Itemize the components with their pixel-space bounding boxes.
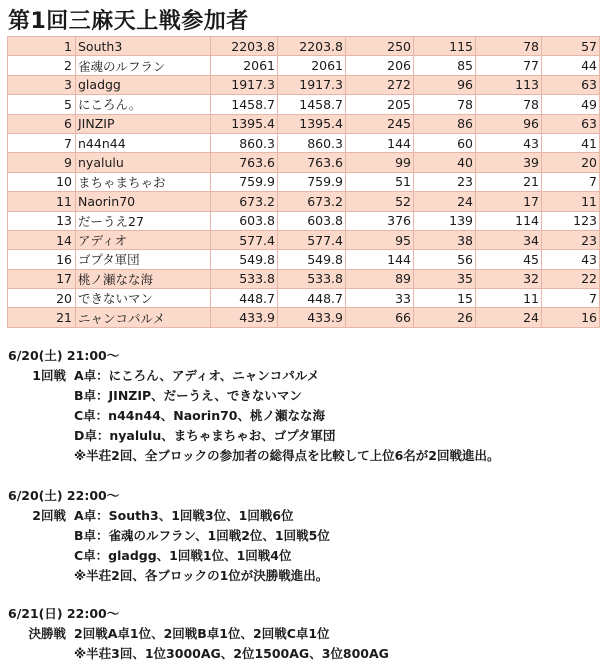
- cell-c4: 115: [414, 37, 476, 56]
- cell-c5: 11: [476, 289, 542, 308]
- cell-c3: 144: [346, 133, 414, 152]
- cell-c1: 673.2: [211, 192, 278, 211]
- page-title: 第1回三麻天上戦参加者: [8, 9, 249, 34]
- cell-c6: 123: [542, 211, 600, 230]
- cell-c3: 205: [346, 95, 414, 114]
- cell-c6: 63: [542, 75, 600, 94]
- table-row: [8, 95, 600, 114]
- cell-c3: 272: [346, 75, 414, 94]
- cell-c2: 2061: [278, 56, 346, 75]
- cell-c2: 673.2: [278, 192, 346, 211]
- cell-c2: 448.7: [278, 289, 346, 308]
- cell-c1: 1395.4: [211, 114, 278, 133]
- round1-line: C卓：n44n44、Naorin70、桃ノ瀬なな海: [74, 408, 325, 423]
- cell-name: South3: [76, 37, 211, 56]
- cell-c5: 113: [476, 75, 542, 94]
- cell-c5: 21: [476, 172, 542, 191]
- cell-c6: 20: [542, 153, 600, 172]
- cell-c2: 577.4: [278, 230, 346, 249]
- cell-c3: 99: [346, 153, 414, 172]
- cell-name: アディオ: [76, 230, 211, 249]
- cell-c5: 17: [476, 192, 542, 211]
- cell-name: Naorin70: [76, 192, 211, 211]
- table-row: [8, 289, 600, 308]
- cell-c3: 95: [346, 230, 414, 249]
- final-line: 2回戦A卓1位、2回戦B卓1位、2回戦C卓1位: [74, 626, 330, 641]
- table-row: [8, 308, 600, 327]
- cell-c2: 1458.7: [278, 95, 346, 114]
- cell-c6: 49: [542, 95, 600, 114]
- cell-c4: 38: [414, 230, 476, 249]
- cell-c2: 759.9: [278, 172, 346, 191]
- round2-note: ※半荘2回、各ブロックの1位が決勝戦進出。: [74, 568, 329, 583]
- cell-c5: 78: [476, 95, 542, 114]
- cell-c5: 96: [476, 114, 542, 133]
- cell-c1: 1458.7: [211, 95, 278, 114]
- cell-c6: 7: [542, 289, 600, 308]
- cell-no: 14: [8, 230, 76, 249]
- cell-name: 桃ノ瀬なな海: [76, 269, 211, 288]
- final-label: 決勝戦: [28, 626, 66, 641]
- cell-c3: 52: [346, 192, 414, 211]
- cell-no: 7: [8, 133, 76, 152]
- table-row: [8, 230, 600, 249]
- table-row: [8, 153, 600, 172]
- cell-c3: 89: [346, 269, 414, 288]
- cell-name: にころん。: [76, 95, 211, 114]
- cell-c6: 63: [542, 114, 600, 133]
- round1-label: 1回戦: [32, 368, 66, 383]
- cell-c4: 23: [414, 172, 476, 191]
- cell-c3: 206: [346, 56, 414, 75]
- cell-c2: 1395.4: [278, 114, 346, 133]
- cell-c3: 51: [346, 172, 414, 191]
- cell-c5: 43: [476, 133, 542, 152]
- round2-line: A卓：South3、1回戦3位、1回戦6位: [74, 508, 294, 523]
- table-row: [8, 269, 600, 288]
- final-note: ※半荘3回、1位3000AG、2位1500AG、3位800AG: [74, 646, 389, 661]
- cell-c2: 533.8: [278, 269, 346, 288]
- cell-c4: 85: [414, 56, 476, 75]
- cell-no: 5: [8, 95, 76, 114]
- cell-c1: 603.8: [211, 211, 278, 230]
- cell-no: 3: [8, 75, 76, 94]
- cell-c1: 433.9: [211, 308, 278, 327]
- round2-line: C卓：gladgg、1回戦1位、1回戦4位: [74, 548, 292, 563]
- round1-section: [8, 346, 500, 466]
- cell-c1: 533.8: [211, 269, 278, 288]
- cell-name: ニャンコパルメ: [76, 308, 211, 327]
- cell-c2: 603.8: [278, 211, 346, 230]
- cell-c6: 41: [542, 133, 600, 152]
- round1-line: D卓：nyalulu、まちゃまちゃお、ゴプタ軍団: [74, 428, 336, 443]
- round1-line: B卓：JINZIP、だーうえ、できないマン: [74, 388, 302, 403]
- cell-c6: 43: [542, 250, 600, 269]
- cell-c2: 1917.3: [278, 75, 346, 94]
- cell-c6: 22: [542, 269, 600, 288]
- table-row: [8, 172, 600, 191]
- cell-no: 11: [8, 192, 76, 211]
- cell-c4: 78: [414, 95, 476, 114]
- cell-name: JINZIP: [76, 114, 211, 133]
- cell-c4: 60: [414, 133, 476, 152]
- cell-c1: 577.4: [211, 230, 278, 249]
- final-date: 6/21(日) 22:00～: [8, 606, 120, 621]
- cell-c5: 34: [476, 230, 542, 249]
- table-row: [8, 250, 600, 269]
- cell-c6: 57: [542, 37, 600, 56]
- cell-name: nyalulu: [76, 153, 211, 172]
- participant-table: [7, 36, 600, 328]
- table-row: [8, 37, 600, 56]
- cell-c4: 15: [414, 289, 476, 308]
- table-row: [8, 114, 600, 133]
- final-section: [8, 604, 389, 664]
- cell-c4: 40: [414, 153, 476, 172]
- table-row: [8, 133, 600, 152]
- cell-no: 20: [8, 289, 76, 308]
- cell-no: 10: [8, 172, 76, 191]
- cell-c4: 56: [414, 250, 476, 269]
- round1-date: 6/20(土) 21:00～: [8, 348, 120, 363]
- cell-no: 9: [8, 153, 76, 172]
- table-row: [8, 75, 600, 94]
- cell-c1: 1917.3: [211, 75, 278, 94]
- cell-c3: 245: [346, 114, 414, 133]
- cell-c3: 144: [346, 250, 414, 269]
- cell-name: まちゃまちゃお: [76, 172, 211, 191]
- cell-name: できないマン: [76, 289, 211, 308]
- cell-c4: 96: [414, 75, 476, 94]
- round1-note: ※半荘2回、全ブロックの参加者の総得点を比較して上位6名が2回戦進出。: [74, 448, 500, 463]
- cell-no: 2: [8, 56, 76, 75]
- cell-c3: 376: [346, 211, 414, 230]
- table-row: [8, 211, 600, 230]
- cell-c2: 763.6: [278, 153, 346, 172]
- cell-c1: 2203.8: [211, 37, 278, 56]
- cell-c6: 7: [542, 172, 600, 191]
- cell-c4: 139: [414, 211, 476, 230]
- cell-name: だーうえ27: [76, 211, 211, 230]
- round2-line: B卓：雀魂のルフラン、1回戦2位、1回戦5位: [74, 528, 330, 543]
- cell-name: gladgg: [76, 75, 211, 94]
- cell-c5: 32: [476, 269, 542, 288]
- cell-c2: 860.3: [278, 133, 346, 152]
- cell-c6: 23: [542, 230, 600, 249]
- cell-c5: 78: [476, 37, 542, 56]
- cell-c4: 86: [414, 114, 476, 133]
- cell-no: 1: [8, 37, 76, 56]
- cell-c1: 2061: [211, 56, 278, 75]
- cell-c2: 2203.8: [278, 37, 346, 56]
- cell-name: 雀魂のルフラン: [76, 56, 211, 75]
- cell-c4: 24: [414, 192, 476, 211]
- cell-c6: 11: [542, 192, 600, 211]
- round2-section: [8, 486, 330, 586]
- cell-c6: 44: [542, 56, 600, 75]
- round2-label: 2回戦: [32, 508, 66, 523]
- cell-c1: 763.6: [211, 153, 278, 172]
- cell-c4: 35: [414, 269, 476, 288]
- cell-c5: 114: [476, 211, 542, 230]
- table-row: [8, 56, 600, 75]
- cell-c3: 33: [346, 289, 414, 308]
- cell-name: n44n44: [76, 133, 211, 152]
- cell-c5: 77: [476, 56, 542, 75]
- cell-c1: 549.8: [211, 250, 278, 269]
- cell-no: 13: [8, 211, 76, 230]
- cell-no: 6: [8, 114, 76, 133]
- cell-c6: 16: [542, 308, 600, 327]
- cell-name: ゴプタ軍団: [76, 250, 211, 269]
- cell-c5: 45: [476, 250, 542, 269]
- cell-no: 17: [8, 269, 76, 288]
- cell-c5: 24: [476, 308, 542, 327]
- cell-c1: 860.3: [211, 133, 278, 152]
- cell-no: 16: [8, 250, 76, 269]
- cell-c1: 759.9: [211, 172, 278, 191]
- round2-date: 6/20(土) 22:00～: [8, 488, 120, 503]
- cell-c3: 66: [346, 308, 414, 327]
- cell-c3: 250: [346, 37, 414, 56]
- round1-line: A卓：にころん、アディオ、ニャンコパルメ: [74, 368, 320, 383]
- cell-c4: 26: [414, 308, 476, 327]
- table-row: [8, 192, 600, 211]
- cell-c5: 39: [476, 153, 542, 172]
- cell-c2: 549.8: [278, 250, 346, 269]
- cell-c1: 448.7: [211, 289, 278, 308]
- cell-no: 21: [8, 308, 76, 327]
- cell-c2: 433.9: [278, 308, 346, 327]
